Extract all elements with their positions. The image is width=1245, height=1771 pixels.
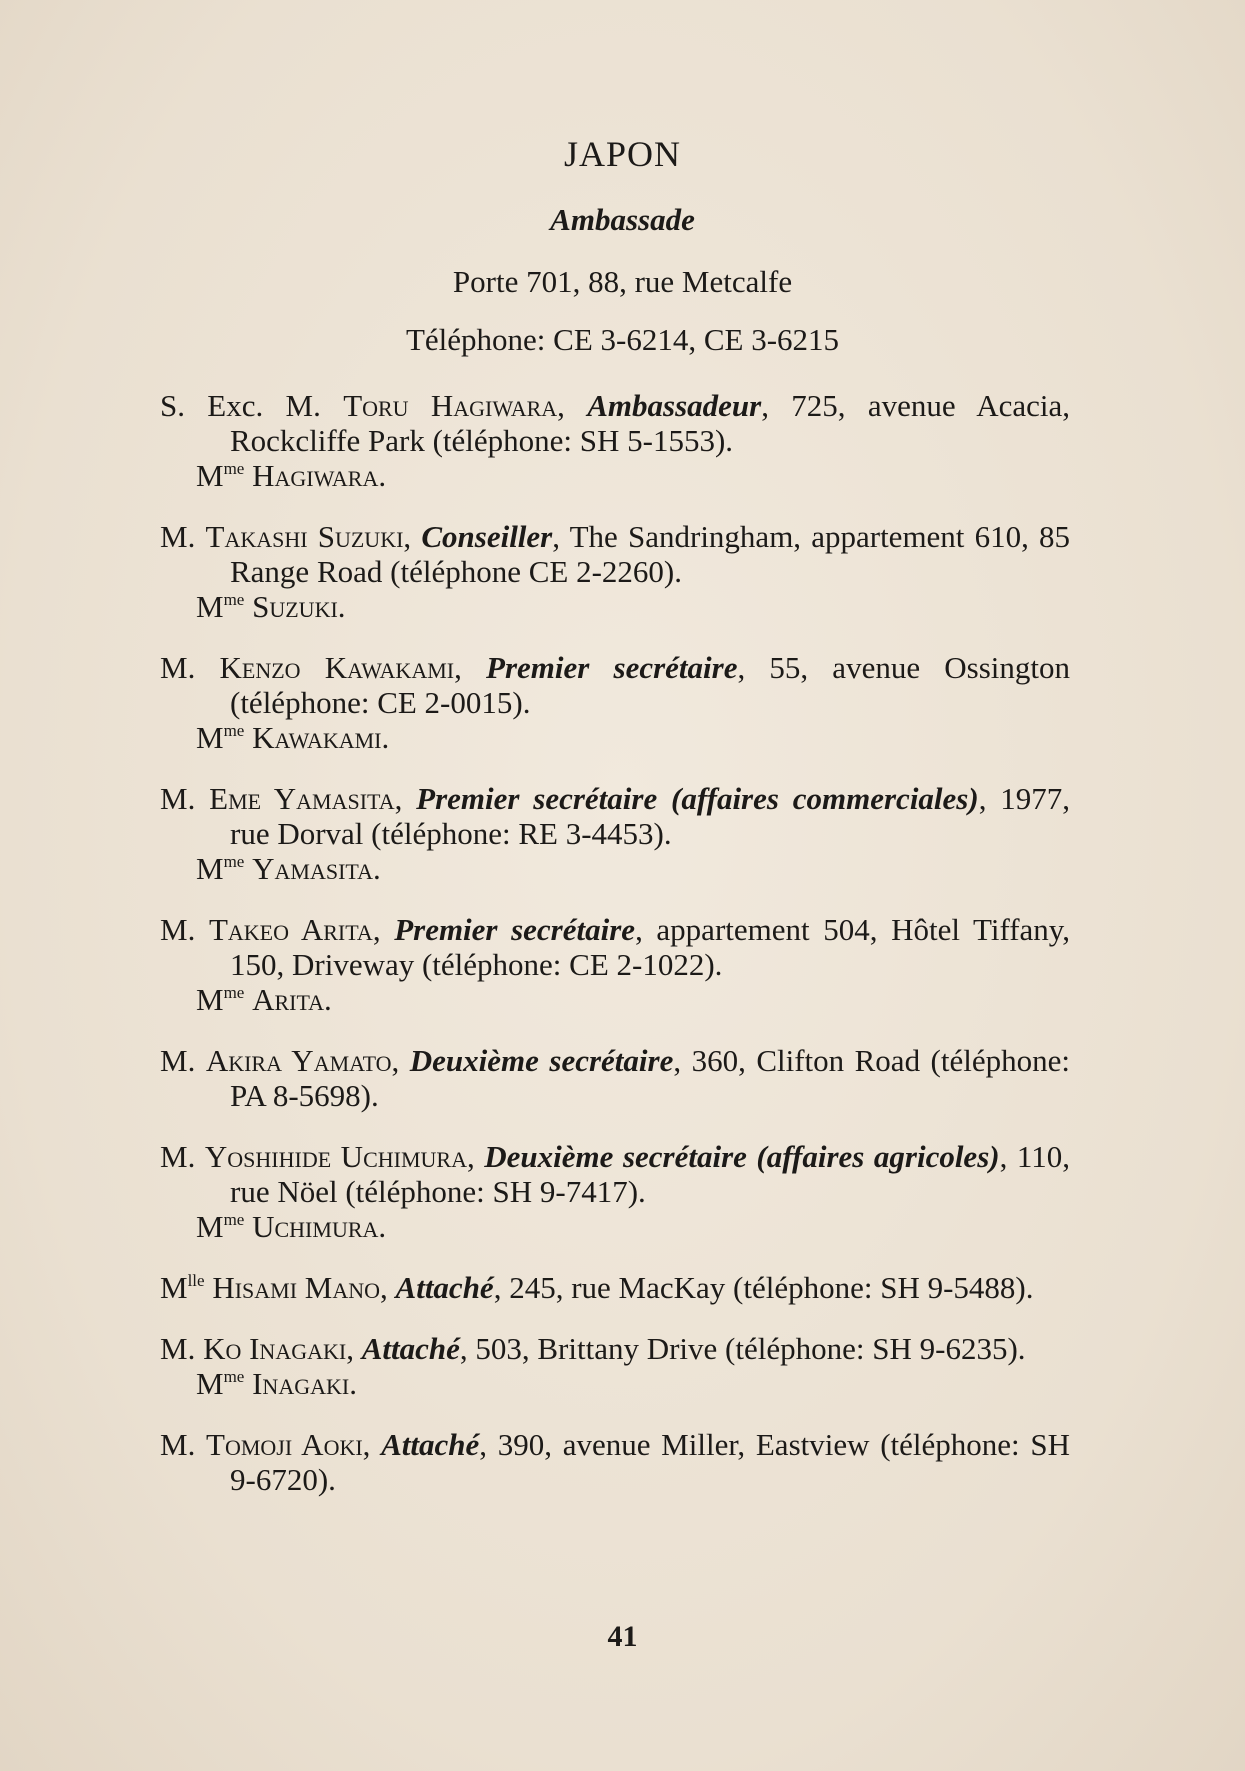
section-heading: Ambassade: [550, 202, 695, 237]
spouse-title: M: [196, 458, 224, 493]
entry-role: Deuxième secrétaire (affaires agricoles): [484, 1139, 1000, 1174]
entry-details: appartement 504, Hôtel Tiffany, 150, Driveway (téléphone: CE 2-1022).: [230, 912, 1071, 982]
entry-details: 245, rue MacKay (téléphone: SH 9-5488).: [509, 1270, 1034, 1305]
spouse-title-sup: me: [223, 852, 245, 871]
spouse-line: [196, 589, 1070, 624]
staff-entry: M. Yoshihide Uchimura, Deuxième secrétaire (affaires agricoles), 110, rue Nöel (téléphone: SH 9-7417).: [160, 1139, 1070, 1209]
spouse-title: M: [196, 1209, 224, 1244]
entry-name: Toru Hagiwara: [343, 388, 558, 423]
entry-prefix: M.: [160, 650, 196, 685]
entry-details: The Sandringham, appartement 610, 85 Range Road (téléphone CE 2-2260).: [230, 519, 1071, 589]
spouse-line: [196, 851, 1070, 886]
spouse-line: [196, 720, 1070, 755]
entry-name: Hisami Mano: [212, 1270, 381, 1305]
entry-prefix: M.: [160, 1331, 196, 1366]
spouse-title: M: [196, 851, 224, 886]
spouse-name: Arita.: [252, 982, 332, 1017]
entry-prefix: M.: [160, 781, 196, 816]
staff-entry: M. Akira Yamato, Deuxième secrétaire, 360, Clifton Road (téléphone: PA 8-5698).: [160, 1043, 1070, 1113]
spouse-title-sup: me: [223, 1367, 245, 1386]
entry-role: Attaché: [361, 1331, 460, 1366]
entry-prefix: M: [160, 1270, 188, 1305]
staff-entry: S. Exc. M. Toru Hagiwara, Ambassadeur, 725, avenue Acacia, Rockcliffe Park (téléphone: SH 5-1553).: [160, 388, 1070, 458]
staff-entry: M. Ko Inagaki, Attaché, 503, Brittany Drive (téléphone: SH 9-6235).: [160, 1331, 1026, 1366]
spouse-line: [196, 1366, 1070, 1401]
entry-prefix: M.: [160, 519, 196, 554]
entry-details: 1977, rue Dorval (téléphone: RE 3-4453).: [230, 781, 1071, 851]
entry-details: 390, avenue Miller, Eastview (téléphone: SH 9-6720).: [230, 1427, 1070, 1497]
entry-role: Premier secrétaire (affaires commerciales): [416, 781, 979, 816]
spouse-name: Inagaki.: [252, 1366, 357, 1401]
spouse-title: M: [196, 720, 224, 755]
entry-name: Takeo Arita: [208, 912, 373, 947]
entry-details: 110, rue Nöel (téléphone: SH 9-7417).: [230, 1139, 1070, 1209]
entry-role: Conseiller: [421, 519, 553, 554]
entry-name: Yoshihide Uchimura: [204, 1139, 467, 1174]
entry-name: Akira Yamato: [205, 1043, 392, 1078]
spouse-line: [196, 1209, 1070, 1244]
entry-prefix: M.: [160, 1043, 196, 1078]
entry-name: Eme Yamasita: [209, 781, 395, 816]
embassy-telephone: Téléphone: CE 3-6214, CE 3-6215: [405, 322, 840, 357]
staff-entry: M. Tomoji Aoki, Attaché, 390, avenue Miller, Eastview (téléphone: SH 9-6720).: [160, 1427, 1070, 1497]
entry-name: Tomoji Aoki: [206, 1427, 363, 1462]
entry-prefix: M.: [160, 912, 196, 947]
entry-role: Attaché: [395, 1270, 494, 1305]
spouse-title-sup: me: [223, 1210, 245, 1229]
entry-role: Ambassadeur: [587, 388, 762, 423]
staff-entry: $M^{lle}$ Hisami Mano, Attaché, 245, rue MacKay (téléphone: SH 9-5488).: [160, 1270, 1034, 1305]
spouse-name: Yamasita.: [252, 851, 381, 886]
entry-name: Ko Inagaki: [203, 1331, 347, 1366]
entry-role: Premier secrétaire: [394, 912, 636, 947]
entry-name: Kenzo Kawakami: [219, 650, 455, 685]
spouse-title: M: [196, 589, 224, 624]
spouse-name: Hagiwara.: [252, 458, 387, 493]
spouse-title-sup: me: [223, 459, 245, 478]
spouse-name: Kawakami.: [252, 720, 390, 755]
entry-details: 55, avenue Ossington (téléphone: CE 2-0015).: [230, 650, 1070, 720]
entry-prefix: M.: [160, 1427, 196, 1462]
staff-entry: M. Eme Yamasita, Premier secrétaire (affaires commerciales), 1977, rue Dorval (téléphone: RE 3-4453).: [160, 781, 1071, 851]
spouse-title-sup: me: [223, 590, 245, 609]
entry-prefix: S. Exc. M.: [160, 388, 321, 423]
entry-details: 360, Clifton Road (téléphone: PA 8-5698).: [230, 1043, 1070, 1113]
spouse-title: M: [196, 982, 224, 1017]
page-number: 41: [607, 1620, 638, 1653]
staff-entry: M. Kenzo Kawakami, Premier secrétaire, 55, avenue Ossington (téléphone: CE 2-0015).: [160, 650, 1070, 720]
spouse-name: Uchimura.: [252, 1209, 387, 1244]
spouse-name: Suzuki.: [252, 589, 346, 624]
entry-name: Takashi Suzuki: [205, 519, 404, 554]
staff-entry: M. Takeo Arita, Premier secrétaire, appartement 504, Hôtel Tiffany, 150, Driveway (téléphone: CE 2-1022).: [160, 912, 1071, 982]
entry-role: Deuxième secrétaire: [409, 1043, 674, 1078]
staff-entry: M. Takashi Suzuki, Conseiller, The Sandringham, appartement 610, 85 Range Road (téléphone CE 2-2260).: [160, 519, 1071, 589]
entry-details: 725, avenue Acacia, Rockcliffe Park (téléphone: SH 5-1553).: [230, 388, 1070, 458]
spouse-title-sup: me: [223, 983, 245, 1002]
spouse-line: [196, 982, 1070, 1017]
staff-list: [160, 388, 1070, 1497]
spouse-title-sup: me: [223, 721, 245, 740]
entry-prefix: M.: [160, 1139, 196, 1174]
entry-role: Premier secrétaire: [486, 650, 738, 685]
entry-details: 503, Brittany Drive (téléphone: SH 9-6235).: [475, 1331, 1026, 1366]
entry-prefix-sup: lle: [187, 1271, 205, 1290]
entry-role: Attaché: [381, 1427, 480, 1462]
embassy-address: Porte 701, 88, rue Metcalfe: [452, 264, 793, 299]
country-heading: JAPON: [563, 134, 682, 174]
spouse-title: M: [196, 1366, 224, 1401]
spouse-line: [196, 458, 1070, 493]
